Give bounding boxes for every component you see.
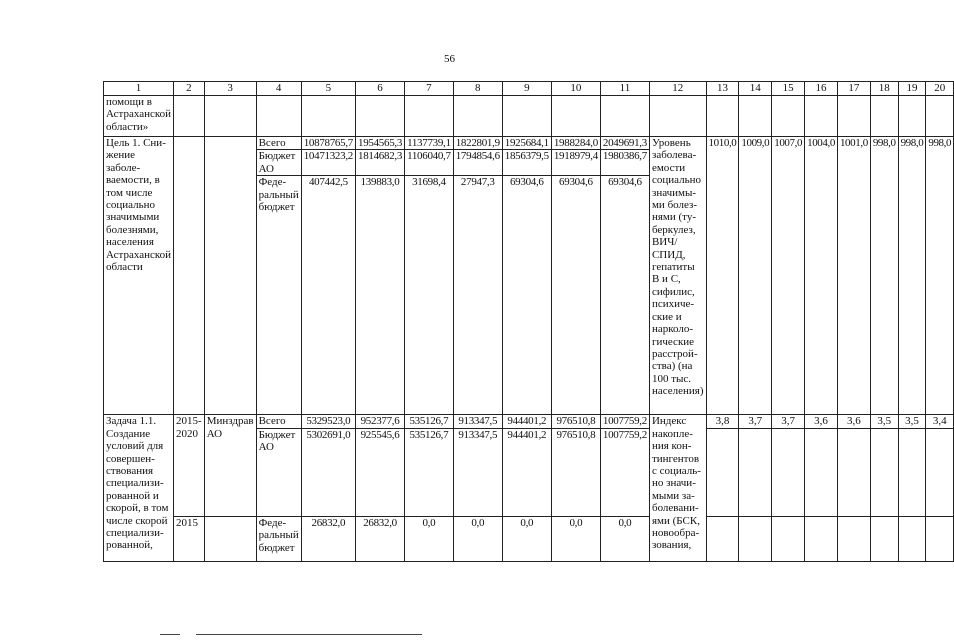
col-header: 1 — [104, 82, 174, 96]
value-cell: 952377,6 — [356, 415, 405, 428]
target-cell: 3,5 — [870, 415, 898, 428]
target-cell: 3,4 — [926, 415, 954, 428]
program-table — [103, 81, 954, 562]
value-cell: 1822801,9 — [453, 137, 502, 150]
value-cell: 535126,7 — [405, 415, 454, 428]
target-cell: 3,5 — [898, 415, 926, 428]
target-cell: 1001,0 — [837, 137, 870, 415]
value-cell: 1814682,3 — [356, 150, 405, 176]
executor-cell: Минздрав АО — [204, 415, 256, 516]
col-header: 9 — [502, 82, 551, 96]
col-header: 10 — [551, 82, 600, 96]
col-header: 8 — [453, 82, 502, 96]
value-cell: 69304,6 — [600, 176, 649, 415]
prev-row-name-cell: помощи в Астраханской области» — [104, 96, 174, 137]
target-cell: 1007,0 — [772, 137, 805, 415]
target-cell: 1009,0 — [739, 137, 772, 415]
col-header: 6 — [356, 82, 405, 96]
value-cell: 5329523,0 — [301, 415, 355, 428]
indicator-cell: Уровень заболева-емости социально значимы-ми болез-нями (ту-беркулез, ВИЧ/ СПИД, гепатиты В и С, сифилис, психиче-ские и нарколо-гические расстрой-ства) (на 100 тыс. населения) — [649, 137, 706, 415]
target-cell: 998,0 — [898, 137, 926, 415]
period-cell: 2015-2020 — [174, 415, 205, 516]
funding-type: Бюджет АО — [256, 150, 301, 176]
target-cell: 1010,0 — [706, 137, 739, 415]
target-cell: 998,0 — [870, 137, 898, 415]
table-row — [104, 137, 954, 150]
value-cell: 976510,8 — [551, 428, 600, 516]
value-cell: 0,0 — [551, 516, 600, 561]
value-cell: 69304,6 — [551, 176, 600, 415]
funding-type: Феде-ральный бюджет — [256, 516, 301, 561]
scan-artifact-line — [196, 634, 422, 635]
value-cell: 407442,5 — [301, 176, 355, 415]
value-cell: 0,0 — [453, 516, 502, 561]
value-cell: 1794854,6 — [453, 150, 502, 176]
col-header: 18 — [870, 82, 898, 96]
header-row — [104, 82, 954, 96]
col-header: 3 — [204, 82, 256, 96]
value-cell: 26832,0 — [356, 516, 405, 561]
task-name-cell: Задача 1.1. Создание условий для совершен-ствования специализи-рованной и скорой, в том числе скорой специализи-рованной, — [104, 415, 174, 561]
value-cell: 925545,6 — [356, 428, 405, 516]
value-cell: 535126,7 — [405, 428, 454, 516]
col-header: 11 — [600, 82, 649, 96]
col-header: 19 — [898, 82, 926, 96]
page-number: 56 — [444, 53, 455, 65]
col-header: 2 — [174, 82, 205, 96]
funding-type: Феде-ральный бюджет — [256, 176, 301, 415]
col-header: 5 — [301, 82, 355, 96]
target-cell: 998,0 — [926, 137, 954, 415]
value-cell: 0,0 — [502, 516, 551, 561]
funding-type: Всего — [256, 137, 301, 150]
goal-name-cell: Цель 1. Сни-жение заболе-ваемости, в том числе социально значимыми болезнями, населения Астраханской области — [104, 137, 174, 415]
value-cell: 1856379,5 — [502, 150, 551, 176]
value-cell: 31698,4 — [405, 176, 454, 415]
value-cell: 1988284,0 — [551, 137, 600, 150]
col-header: 20 — [926, 82, 954, 96]
value-cell: 2049691,3 — [600, 137, 649, 150]
value-cell: 944401,2 — [502, 428, 551, 516]
value-cell: 0,0 — [405, 516, 454, 561]
value-cell: 1980386,7 — [600, 150, 649, 176]
col-header: 17 — [837, 82, 870, 96]
col-header: 4 — [256, 82, 301, 96]
value-cell: 1106040,7 — [405, 150, 454, 176]
value-cell: 1954565,3 — [356, 137, 405, 150]
value-cell: 976510,8 — [551, 415, 600, 428]
target-cell: 3,7 — [772, 415, 805, 428]
funding-type: Всего — [256, 415, 301, 428]
value-cell: 26832,0 — [301, 516, 355, 561]
value-cell: 27947,3 — [453, 176, 502, 415]
funding-type: Бюджет АО — [256, 428, 301, 516]
col-header: 13 — [706, 82, 739, 96]
value-cell: 10471323,2 — [301, 150, 355, 176]
target-cell: 3,8 — [706, 415, 739, 428]
value-cell: 1007759,2 — [600, 428, 649, 516]
col-header: 15 — [772, 82, 805, 96]
col-header: 16 — [805, 82, 838, 96]
table-row — [104, 516, 954, 561]
value-cell: 0,0 — [600, 516, 649, 561]
target-cell: 3,6 — [805, 415, 838, 428]
target-cell: 1004,0 — [805, 137, 838, 415]
col-header: 7 — [405, 82, 454, 96]
table-row — [104, 96, 954, 137]
period-cell: 2015 — [174, 516, 205, 561]
target-cell: 3,7 — [739, 415, 772, 428]
value-cell: 5302691,0 — [301, 428, 355, 516]
col-header: 12 — [649, 82, 706, 96]
scan-artifact-line — [160, 634, 180, 635]
target-cell: 3,6 — [837, 415, 870, 428]
table-row — [104, 415, 954, 428]
value-cell: 69304,6 — [502, 176, 551, 415]
value-cell: 1137739,1 — [405, 137, 454, 150]
value-cell: 944401,2 — [502, 415, 551, 428]
value-cell: 1918979,4 — [551, 150, 600, 176]
value-cell: 913347,5 — [453, 428, 502, 516]
value-cell: 913347,5 — [453, 415, 502, 428]
indicator-cell: Индекс накопле-ния кон-тингентов с социаль-но значи-мыми за-болевани-ями (БСК, новообра-зования, — [649, 415, 706, 561]
value-cell: 1007759,2 — [600, 415, 649, 428]
value-cell: 139883,0 — [356, 176, 405, 415]
value-cell: 1925684,1 — [502, 137, 551, 150]
value-cell: 10878765,7 — [301, 137, 355, 150]
col-header: 14 — [739, 82, 772, 96]
